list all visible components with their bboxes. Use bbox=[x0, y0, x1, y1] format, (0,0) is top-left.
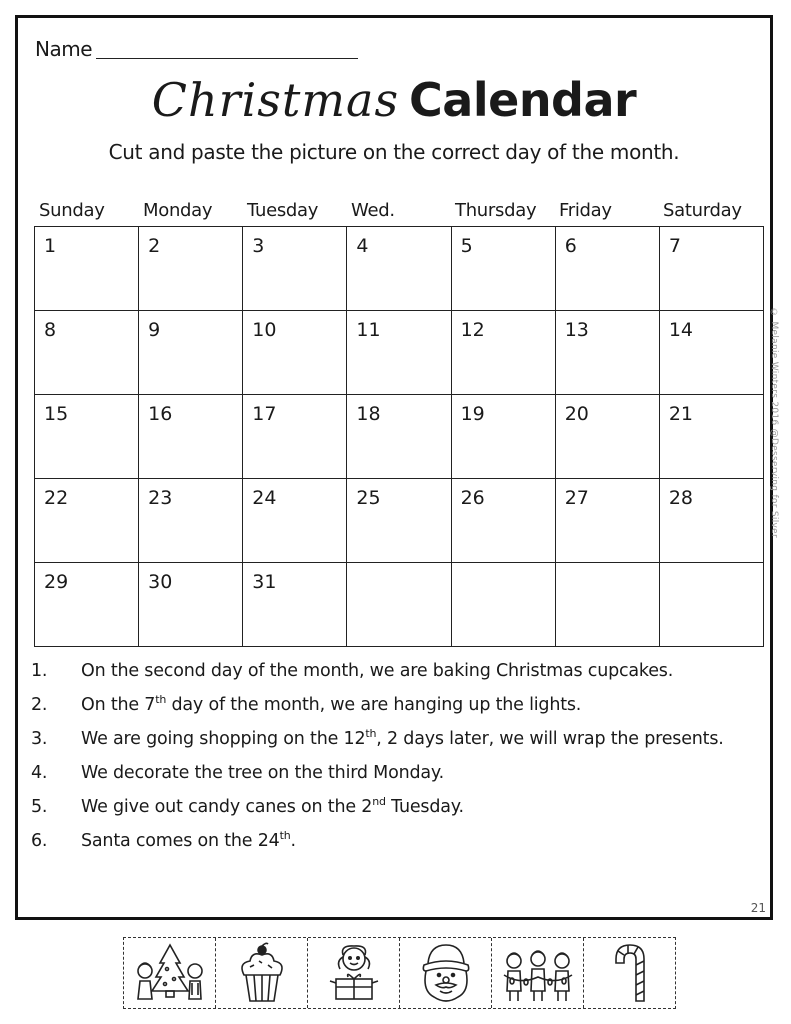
calendar-day-cell[interactable] bbox=[659, 227, 763, 311]
instructions-list bbox=[31, 654, 731, 858]
cutout-candy-cane[interactable] bbox=[584, 938, 675, 1008]
ordinal-suffix: th bbox=[155, 693, 167, 707]
calendar-day-cell[interactable] bbox=[347, 227, 451, 311]
worksheet bbox=[15, 15, 779, 920]
girl-with-present-icon bbox=[316, 941, 392, 1005]
calendar-day-cell[interactable] bbox=[451, 479, 555, 563]
cutout-cupcake[interactable] bbox=[216, 938, 308, 1008]
calendar-day-cell[interactable] bbox=[555, 395, 659, 479]
day-number: 12 bbox=[460, 319, 485, 341]
calendar-day-cell[interactable] bbox=[243, 395, 347, 479]
ordinal-suffix: th bbox=[365, 727, 377, 741]
calendar-day-cell[interactable] bbox=[243, 227, 347, 311]
instruction-text bbox=[81, 688, 731, 722]
instruction-item bbox=[31, 790, 731, 824]
cutout-santa-face[interactable] bbox=[400, 938, 492, 1008]
calendar-day-cell[interactable] bbox=[347, 395, 451, 479]
day-number: 20 bbox=[564, 403, 589, 425]
calendar-day-cell[interactable] bbox=[347, 563, 451, 647]
day-number: 16 bbox=[148, 403, 173, 425]
name-blank-line[interactable] bbox=[96, 58, 358, 59]
calendar-day-cell[interactable] bbox=[659, 311, 763, 395]
instruction-text-main: We give out candy canes on the 2 bbox=[81, 797, 373, 817]
candy-cane-icon bbox=[592, 941, 668, 1005]
calendar-grid bbox=[34, 226, 764, 647]
cutout-strip bbox=[123, 937, 676, 1009]
instruction-text-main: Santa comes on the 24 bbox=[81, 831, 280, 851]
day-number: 24 bbox=[252, 487, 277, 509]
calendar-day-cell[interactable] bbox=[347, 479, 451, 563]
day-header-thursday: Thursday bbox=[455, 200, 537, 221]
copyright-note: © Melanie Winters 2016 @Desserving for Silver bbox=[769, 308, 779, 538]
instruction-item bbox=[31, 756, 731, 790]
calendar-day-cell[interactable] bbox=[659, 563, 763, 647]
calendar-day-cell[interactable] bbox=[659, 395, 763, 479]
instruction-text bbox=[81, 722, 731, 756]
day-number: 11 bbox=[356, 319, 381, 341]
kids-with-lights-icon bbox=[500, 941, 576, 1005]
instruction-text bbox=[81, 654, 731, 688]
day-number: 6 bbox=[564, 235, 577, 257]
day-number: 3 bbox=[252, 235, 265, 257]
day-number: 17 bbox=[252, 403, 277, 425]
day-number: 29 bbox=[44, 571, 69, 593]
calendar-day-cell[interactable] bbox=[139, 479, 243, 563]
instruction-number: 4. bbox=[31, 763, 48, 783]
calendar-day-cell[interactable] bbox=[139, 563, 243, 647]
calendar-week-row bbox=[35, 479, 764, 563]
instruction-text bbox=[81, 756, 731, 790]
day-header-saturday: Saturday bbox=[663, 200, 742, 221]
day-header-wednesday: Wed. bbox=[351, 200, 395, 221]
calendar-day-cell[interactable] bbox=[243, 563, 347, 647]
instruction-text-main: We are going shopping on the 12 bbox=[81, 729, 366, 749]
calendar-day-cell[interactable] bbox=[243, 479, 347, 563]
cupcake-icon bbox=[224, 941, 300, 1005]
instruction-text-main: On the 7 bbox=[81, 695, 156, 715]
name-row bbox=[35, 37, 358, 61]
instruction-text-main: On the second day of the month, we are baking Christmas cupcakes. bbox=[81, 661, 674, 681]
calendar-day-cell[interactable] bbox=[35, 479, 139, 563]
day-number: 26 bbox=[460, 487, 485, 509]
day-number: 18 bbox=[356, 403, 381, 425]
day-number: 14 bbox=[668, 319, 694, 341]
day-header-monday: Monday bbox=[143, 200, 213, 221]
day-number: 25 bbox=[356, 487, 381, 509]
cutout-girl-with-present[interactable] bbox=[308, 938, 400, 1008]
calendar-week-row bbox=[35, 227, 764, 311]
calendar-day-cell[interactable] bbox=[243, 311, 347, 395]
calendar-day-cell[interactable] bbox=[451, 563, 555, 647]
subtitle: Cut and paste the picture on the correct day of the month. bbox=[108, 140, 680, 164]
day-number: 30 bbox=[148, 571, 173, 593]
calendar-day-cell[interactable] bbox=[347, 311, 451, 395]
instruction-number: 3. bbox=[31, 729, 48, 749]
instruction-item bbox=[31, 688, 731, 722]
day-number: 22 bbox=[44, 487, 69, 509]
day-number: 28 bbox=[668, 487, 694, 509]
instruction-item bbox=[31, 722, 731, 756]
calendar-day-cell[interactable] bbox=[555, 563, 659, 647]
calendar-day-cell[interactable] bbox=[35, 311, 139, 395]
day-header-sunday: Sunday bbox=[39, 200, 105, 221]
calendar-day-cell[interactable] bbox=[139, 311, 243, 395]
day-number: 9 bbox=[148, 319, 161, 341]
calendar-day-cell[interactable] bbox=[659, 479, 763, 563]
instruction-item bbox=[31, 824, 731, 858]
calendar-day-cell[interactable] bbox=[35, 563, 139, 647]
day-header-friday: Friday bbox=[559, 200, 612, 221]
instruction-number: 5. bbox=[31, 797, 48, 817]
day-number: 7 bbox=[668, 235, 681, 257]
cutout-kids-with-tree[interactable] bbox=[124, 938, 216, 1008]
day-number: 10 bbox=[252, 319, 277, 341]
calendar-week-row bbox=[35, 311, 764, 395]
title-script-word: Christmas bbox=[151, 73, 400, 127]
instruction-number: 1. bbox=[31, 661, 48, 681]
day-header-tuesday: Tuesday bbox=[247, 200, 319, 221]
instruction-text-rest: day of the month, we are hanging up the lights. bbox=[166, 695, 582, 715]
title-bold-word: Calendar bbox=[409, 73, 637, 127]
calendar-day-cell[interactable] bbox=[555, 479, 659, 563]
instruction-number: 2. bbox=[31, 695, 48, 715]
page-title bbox=[18, 73, 770, 127]
instruction-text-rest: , 2 days later, we will wrap the presents. bbox=[376, 729, 724, 749]
ordinal-suffix: nd bbox=[372, 795, 386, 809]
cutout-kids-with-lights[interactable] bbox=[492, 938, 584, 1008]
day-number: 21 bbox=[668, 403, 694, 425]
day-number: 23 bbox=[148, 487, 173, 509]
day-number: 13 bbox=[564, 319, 589, 341]
day-number: 15 bbox=[44, 403, 69, 425]
calendar-day-cell[interactable] bbox=[555, 311, 659, 395]
day-number: 4 bbox=[356, 235, 369, 257]
day-number: 1 bbox=[44, 235, 57, 257]
instruction-number: 6. bbox=[31, 831, 48, 851]
day-number: 19 bbox=[460, 403, 485, 425]
calendar-day-cell[interactable] bbox=[35, 227, 139, 311]
calendar-day-cell[interactable] bbox=[35, 395, 139, 479]
page-number: 21 bbox=[750, 901, 766, 915]
day-number: 5 bbox=[460, 235, 473, 257]
calendar-day-cell[interactable] bbox=[139, 395, 243, 479]
calendar-day-cell[interactable] bbox=[555, 227, 659, 311]
instruction-text bbox=[81, 824, 731, 858]
ordinal-suffix: th bbox=[279, 829, 291, 843]
instruction-text-main: We decorate the tree on the third Monday. bbox=[81, 763, 444, 783]
santa-face-icon bbox=[408, 941, 484, 1005]
calendar-week-row bbox=[35, 563, 764, 647]
instruction-text bbox=[81, 790, 731, 824]
instruction-item bbox=[31, 654, 731, 688]
calendar-day-cell[interactable] bbox=[451, 311, 555, 395]
kids-with-tree-icon bbox=[132, 941, 208, 1005]
calendar-week-row bbox=[35, 395, 764, 479]
instruction-text-rest: . bbox=[290, 831, 296, 851]
calendar-day-cell[interactable] bbox=[139, 227, 243, 311]
name-label: Name bbox=[35, 37, 93, 61]
instruction-text-rest: Tuesday. bbox=[385, 797, 464, 817]
day-number: 27 bbox=[564, 487, 589, 509]
day-headers bbox=[34, 200, 762, 221]
day-number: 31 bbox=[252, 571, 277, 593]
day-number: 8 bbox=[44, 319, 57, 341]
calendar-day-cell[interactable] bbox=[451, 227, 555, 311]
day-number: 2 bbox=[148, 235, 161, 257]
calendar-day-cell[interactable] bbox=[451, 395, 555, 479]
